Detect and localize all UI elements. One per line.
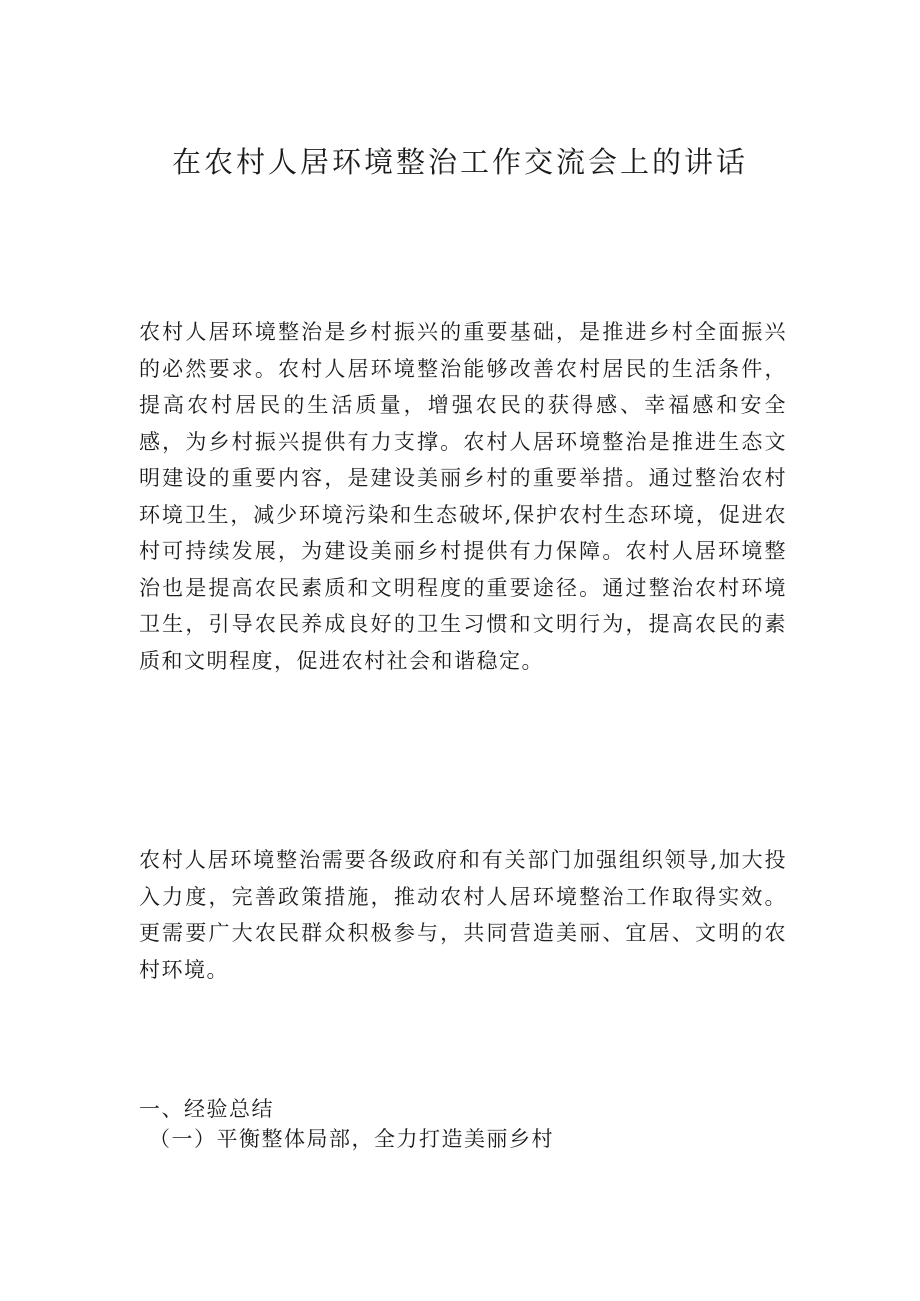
section-heading: 一、经验总结 xyxy=(139,1097,274,1121)
body-paragraph-1: 农村人居环境整治是乡村振兴的重要基础，是推进乡村全面振兴的必然要求。农村人居环境整治能够改善农村居民的生活条件，提高农村居民的生活质量，增强农民的获得感、幸福感和安全感，为乡村振兴提供有力支撑。农村人居环境整治是推进生态文明建设的重要内容，是建设美丽乡村的重要举措。通过整治农村环境卫生，减少环境污染和生态破坏,保护农村生态环境，促进农村可持续发展，为建设美丽乡村提供有力保障。农村人居环境整治也是提高农民素质和文明程度的重要途径。通过整治农村环境卫生，引导农民养成良好的卫生习惯和文明行为，提高农民的素质和文明程度，促进农村社会和谐稳定。 xyxy=(139,320,787,673)
subsection-heading: （一）平衡整体局部，全力打造美丽乡村 xyxy=(149,1127,554,1151)
document-title: 在农村人居环境整治工作交流会上的讲话 xyxy=(171,145,748,179)
body-paragraph-2: 农村人居环境整治需要各级政府和有关部门加强组织领导,加大投入力度，完善政策措施，推动农村人居环境整治工作取得实效。更需要广大农民群众积极参与，共同营造美丽、宜居、文明的农村环境。 xyxy=(139,848,787,982)
